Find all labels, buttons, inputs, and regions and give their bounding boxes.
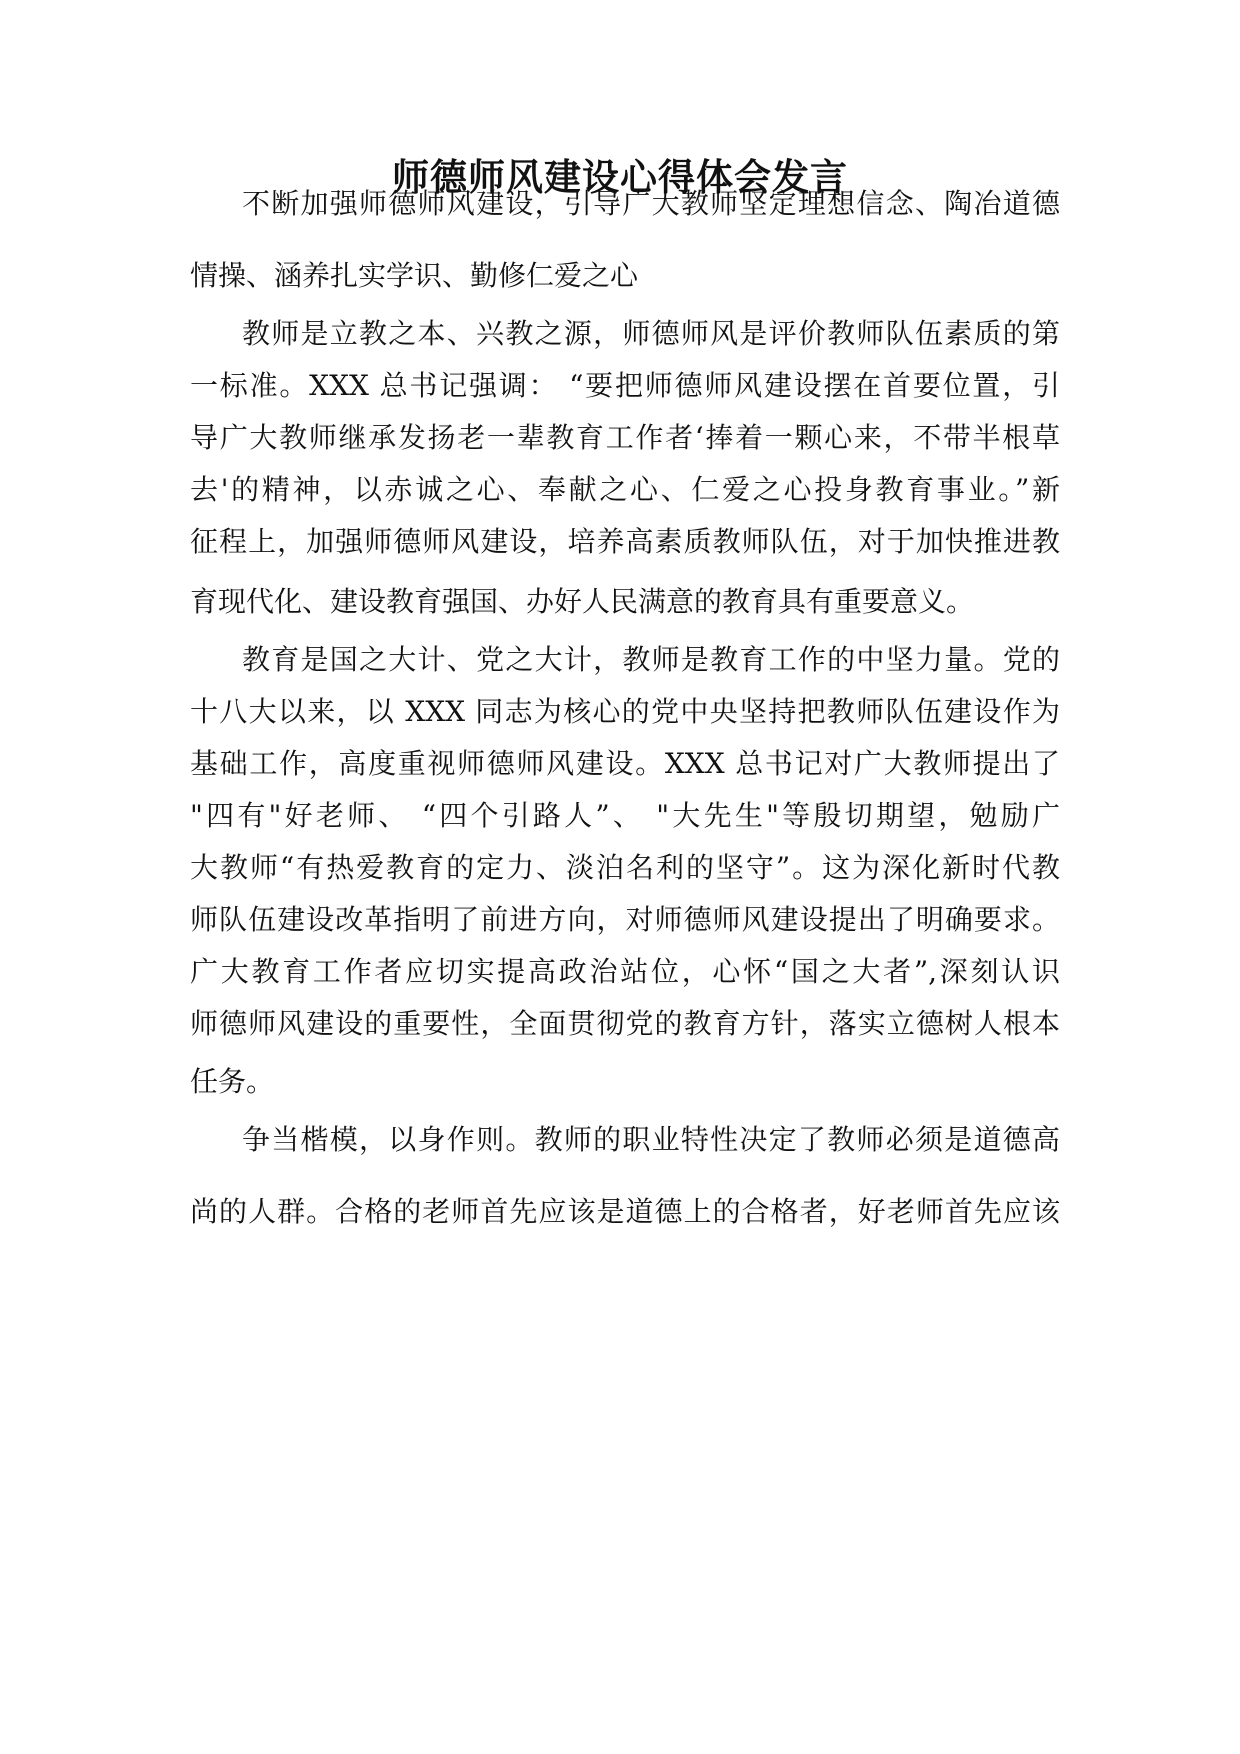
text-line-15: 广大教育工作者应切实提高政治站位，心怀“国之大者”,深刻认识 [190,955,1060,988]
text-line-16: 师德师风建设的重要性，全面贯彻党的教育方针，落实立德树人根本 [190,1007,1060,1040]
text-line-7: 征程上，加强师德师风建设，培养高素质教师队伍，对于加快推进教 [190,525,1060,558]
text-line-10: 十八大以来，以 XXX 同志为核心的党中央坚持把教师队伍建设作为 [190,695,1060,728]
text-line-17: 任务。 [190,1065,275,1098]
text-line-8: 育现代化、建设教育强国、办好人民满意的教育具有重要意义。 [190,585,975,618]
text-line-19: 尚的人群。合格的老师首先应该是道德上的合格者，好老师首先应该 [190,1195,1060,1228]
text-line-12: "四有"好老师、 “四个引路人”、 "大先生"等殷切期望，勉励广 [190,799,1060,832]
text-line-6: 去'的精神，以赤诚之心、奉献之心、仁爱之心投身教育事业。”新 [190,473,1060,506]
document-title: 师德师风建设心得体会发言 [392,155,848,199]
text-line-9: 教育是国之大计、党之大计，教师是教育工作的中坚力量。党的 [242,643,1060,676]
text-line-4: 一标准。XXX 总书记强调： “要把师德师风建设摆在首要位置，引 [190,369,1060,402]
text-line-5: 导广大教师继承发扬老一辈教育工作者‘捧着一颗心来，不带半根草 [190,421,1060,454]
text-line-13: 大教师“有热爱教育的定力、淡泊名利的坚守”。这为深化新时代教 [190,851,1060,884]
text-line-11: 基础工作，高度重视师德师风建设。XXX 总书记对广大教师提出了 [190,747,1060,780]
text-line-3: 教师是立教之本、兴教之源，师德师风是评价教师队伍素质的第 [242,317,1060,350]
text-line-14: 师队伍建设改革指明了前进方向，对师德师风建设提出了明确要求。 [190,903,1060,936]
text-line-2: 情操、涵养扎实学识、勤修仁爱之心 [190,259,639,292]
text-line-1: 不断加强师德师风建设，引导广大教师坚定理想信念、陶冶道德 [242,187,1060,220]
text-line-18: 争当楷模，以身作则。教师的职业特性决定了教师必须是道德高 [242,1123,1060,1156]
